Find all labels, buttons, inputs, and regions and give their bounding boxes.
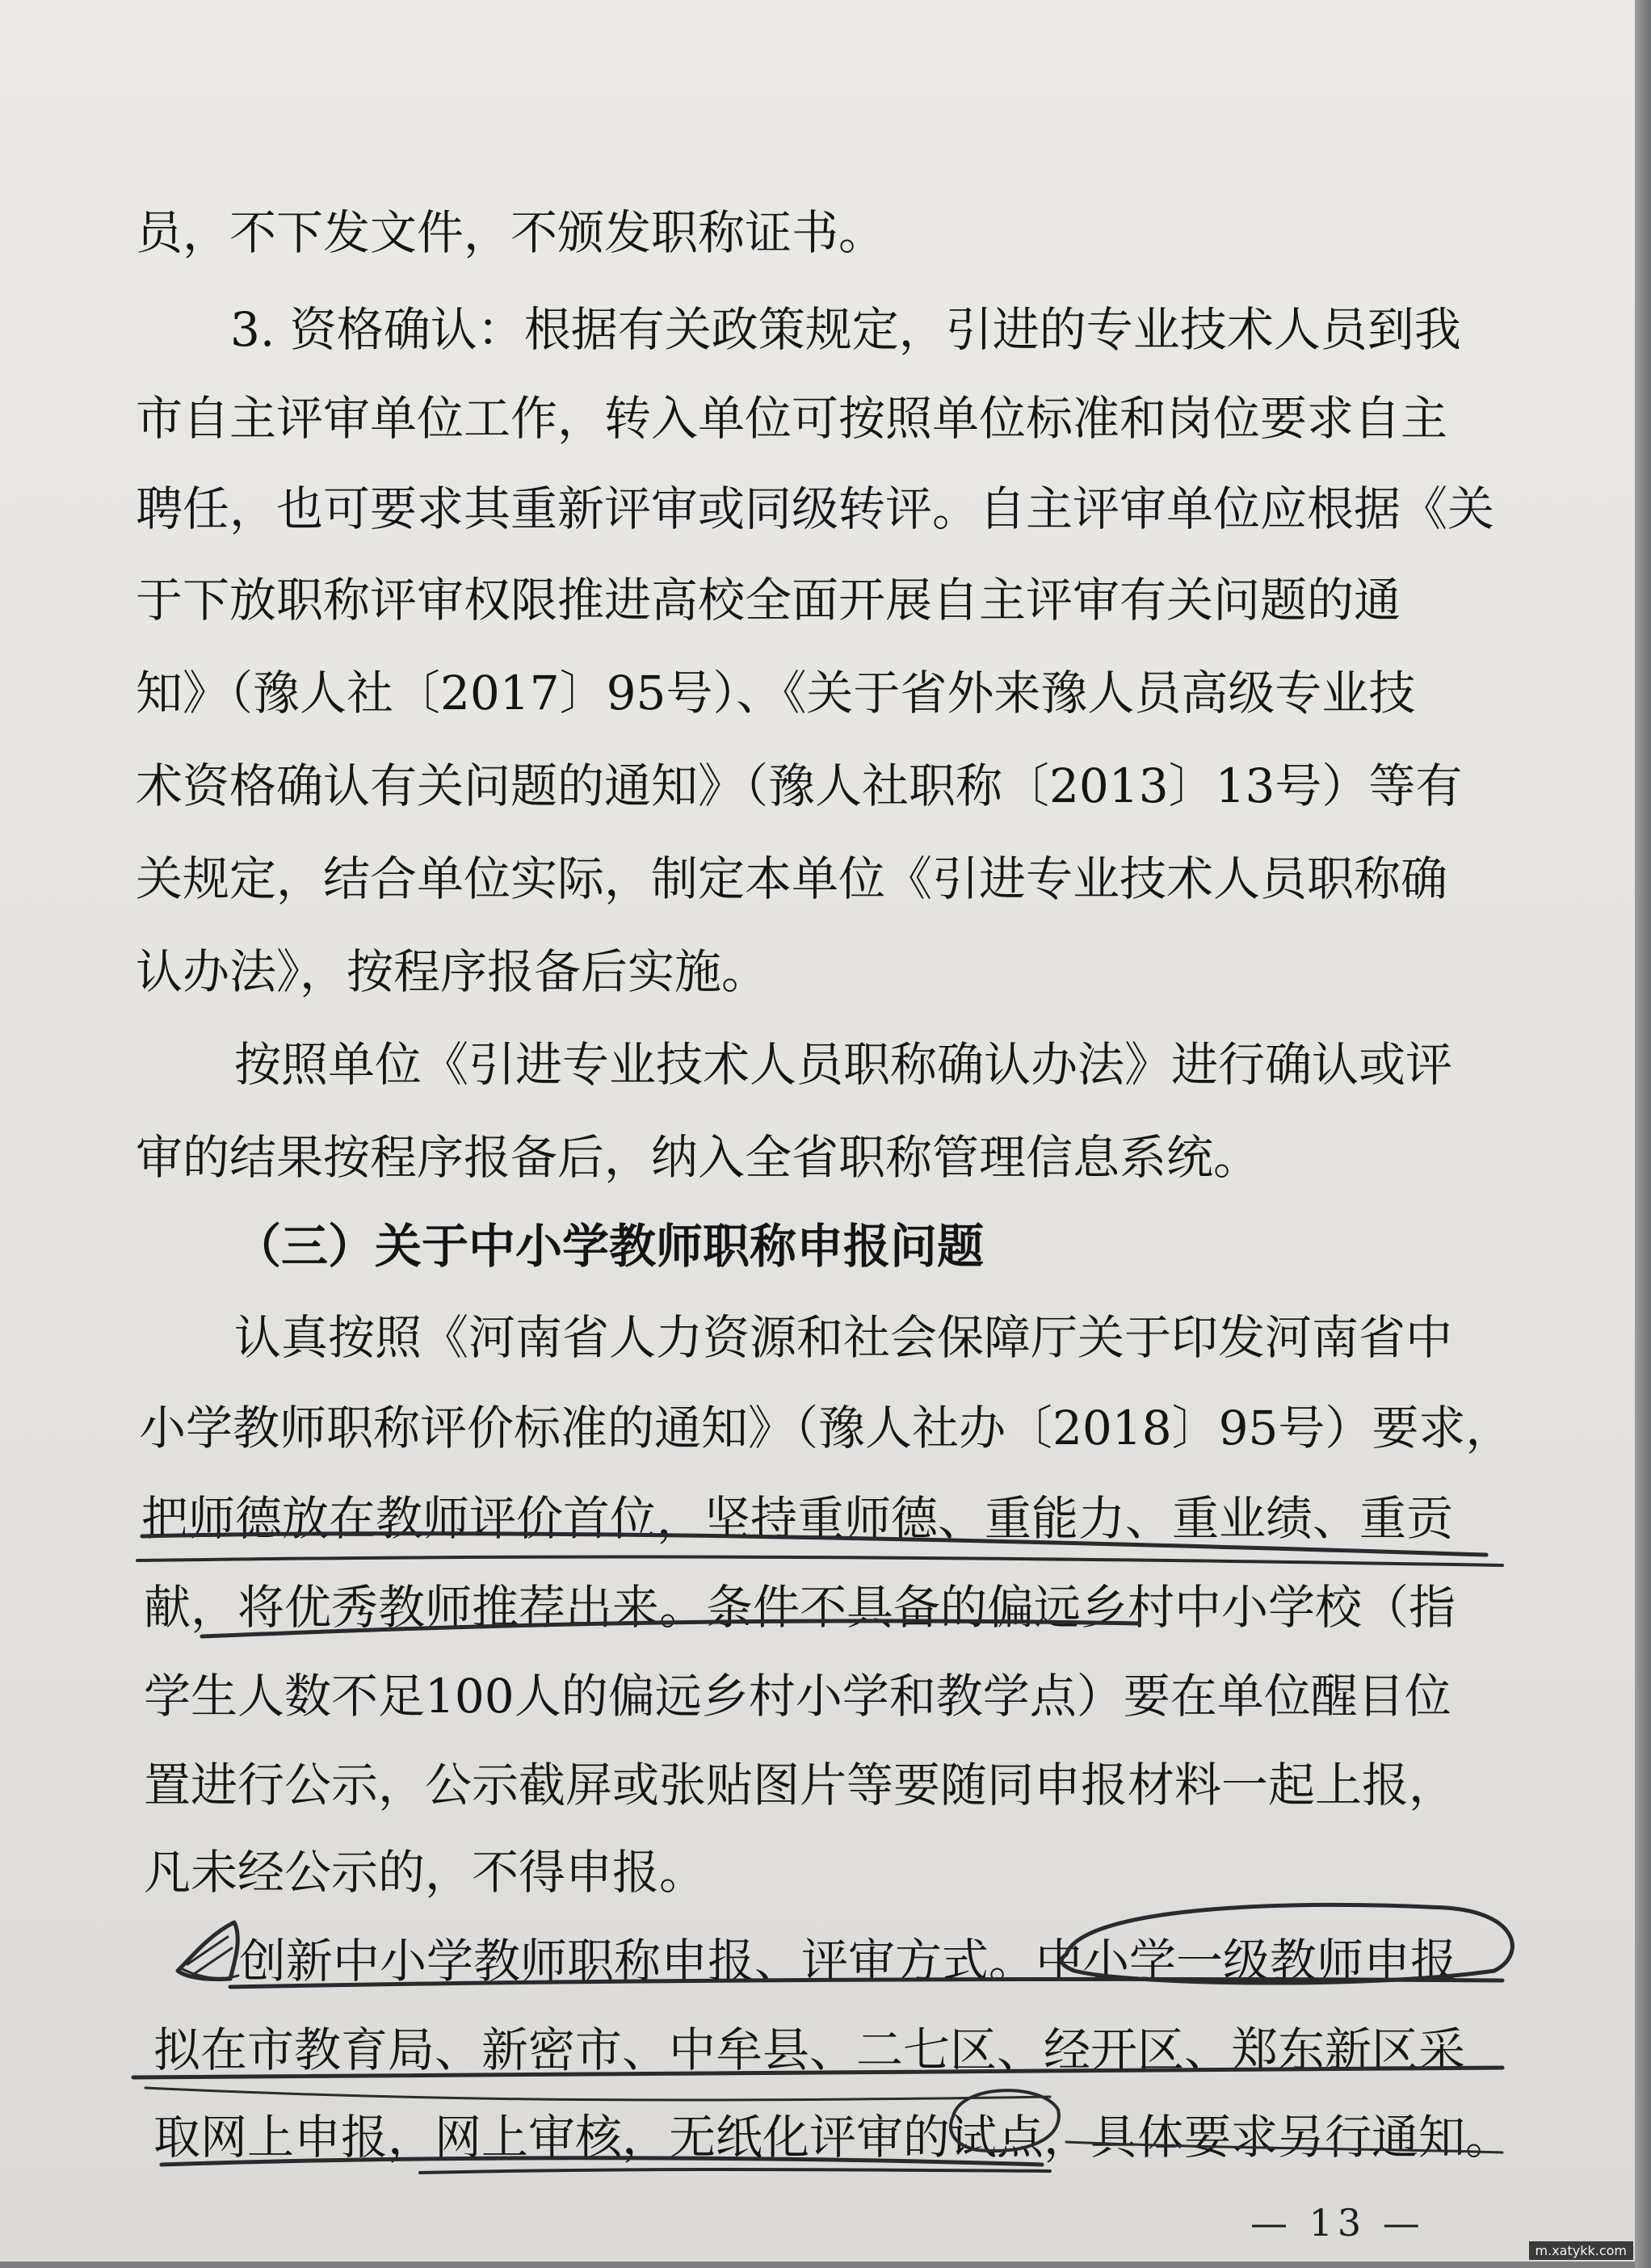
text-line: 置进行公示，公示截屏或张贴图片等要随同申报材料一起上报，	[144, 1758, 1456, 1812]
text-line: 市自主评审单位工作，转入单位可按照单位标准和岗位要求自主	[136, 391, 1448, 446]
text-line: 认办法》，按程序报备后实施。	[136, 944, 769, 999]
text-line: 认真按照《河南省人力资源和社会保障厅关于印发河南省中	[234, 1310, 1453, 1365]
text-line: 取网上申报，网上审核，无纸化评审的试点，具体要求另行通知。	[153, 2110, 1513, 2165]
text-line: 关规定，结合单位实际，制定本单位《引进专业技术人员职称确	[136, 851, 1448, 906]
text-line: 拟在市教育局、新密市、中牟县、二七区、经开区、郑东新区采	[153, 2022, 1466, 2077]
text-line: 员，不下发文件，不颁发职称证书。	[136, 205, 886, 260]
text-line: 术资格确认有关问题的通知》（豫人社职称〔2013〕13号）等有	[136, 758, 1463, 813]
text-line: 把师德放在教师评价首位，坚持重师德、重能力、重业绩、重贡	[141, 1491, 1454, 1546]
page-binding-edge	[1635, 0, 1651, 2268]
text-line: 凡未经公示的，不得申报。	[144, 1845, 707, 1900]
text-line: 创新中小学教师职称申报、评审方式。中小学一级教师申报	[239, 1934, 1458, 1989]
text-line: 审的结果按程序报备后，纳入全省职称管理信息系统。	[136, 1130, 1261, 1185]
section-heading: （三）关于中小学教师职称申报问题	[234, 1219, 985, 1274]
page-number: — 13 —	[1250, 2201, 1425, 2245]
text-line: 学生人数不足100人的偏远乡村小学和教学点）要在单位醒目位	[144, 1669, 1451, 1724]
text-line: 按照单位《引进专业技术人员职称确认办法》进行确认或评	[234, 1037, 1453, 1092]
text-line: 小学教师职称评价标准的通知》（豫人社办〔2018〕95号）要求，	[139, 1401, 1513, 1455]
text-line: 聘任，也可要求其重新评审或同级转评。自主评审单位应根据《关	[136, 481, 1495, 536]
text-line: 献，将优秀教师推荐出来。条件不具备的偏远乡村中小学校（指	[144, 1580, 1456, 1635]
text-line: 知》（豫人社〔2017〕95号）、《关于省外来豫人员高级专业技	[136, 666, 1416, 720]
text-line: 于下放职称评审权限推进高校全面开展自主评审有关问题的通	[136, 573, 1401, 628]
text-line: 3. 资格确认：根据有关政策规定，引进的专业技术人员到我	[230, 302, 1461, 357]
site-watermark: m.xatykk.com	[1529, 2241, 1633, 2260]
